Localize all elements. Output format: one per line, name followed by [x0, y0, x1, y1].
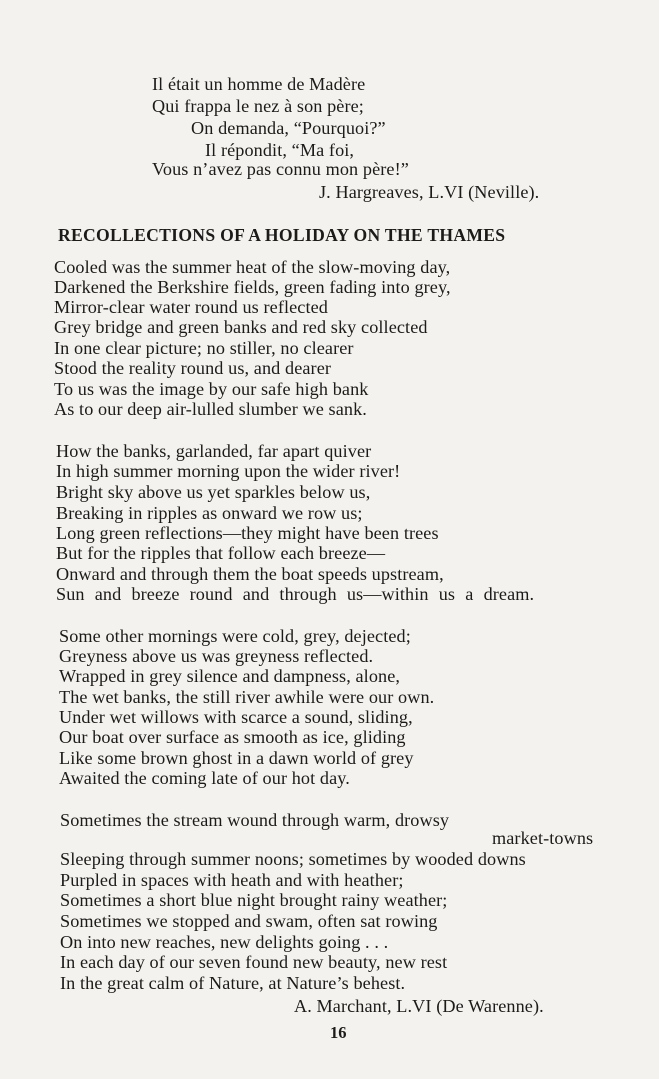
poem-line: Grey bridge and green banks and red sky collected [54, 317, 428, 337]
limerick-line: Il répondit, “Ma foi, [205, 140, 355, 160]
limerick-line: Qui frappa le nez à son père; [152, 96, 364, 116]
limerick-line: Il était un homme de Madère [152, 74, 366, 94]
poem-line: Onward and through them the boat speeds upstream, [56, 564, 444, 584]
poem-line: Breaking in ripples as onward we row us; [56, 503, 363, 523]
poem-attribution: A. Marchant, L.VI (De Warenne). [294, 996, 544, 1016]
poem-line: Awaited the coming late of our hot day. [59, 768, 350, 788]
poem-line: Sometimes the stream wound through warm, drowsy [60, 810, 450, 830]
poem-line: Some other mornings were cold, grey, dejected; [59, 626, 411, 646]
poem-line: In one clear picture; no stiller, no clearer [54, 338, 354, 358]
poem-line: On into new reaches, new delights going . . . [60, 932, 389, 952]
page-number: 16 [330, 1023, 347, 1042]
poem-line: Long green reflections—they might have been trees [56, 523, 439, 543]
poem-line: Cooled was the summer heat of the slow-moving day, [54, 257, 451, 277]
poem-line: In the great calm of Nature, at Nature’s behest. [60, 973, 406, 993]
poem-title: RECOLLECTIONS OF A HOLIDAY ON THE THAMES [58, 225, 506, 245]
poem-line: As to our deep air-lulled slumber we sank. [54, 399, 367, 419]
poem-line: But for the ripples that follow each breeze— [56, 543, 386, 563]
poem-line: Like some brown ghost in a dawn world of grey [59, 748, 414, 768]
poem-line: How the banks, garlanded, far apart quiver [56, 441, 372, 461]
poem-line-continuation: market-towns [492, 828, 594, 848]
poem-line: In each day of our seven found new beauty, new rest [60, 952, 448, 972]
poem-line: Purpled in spaces with heath and with heather; [60, 870, 404, 890]
poem-line: Sometimes a short blue night brought rainy weather; [60, 890, 448, 910]
poem-line: Our boat over surface as smooth as ice, gliding [59, 727, 406, 747]
poem-line: Sleeping through summer noons; sometimes by wooded downs [60, 849, 526, 869]
poem-line: To us was the image by our safe high bank [54, 379, 369, 399]
poem-line: Sometimes we stopped and swam, often sat rowing [60, 911, 438, 931]
limerick-line: On demanda, “Pourquoi?” [191, 118, 386, 138]
poem-line: Greyness above us was greyness reflected. [59, 646, 374, 666]
poem-line: Sun and breeze round and through us—within us a dream. [56, 584, 535, 604]
poem-line: Darkened the Berkshire fields, green fading into grey, [54, 277, 451, 297]
poem-line: Wrapped in grey silence and dampness, alone, [59, 666, 401, 686]
limerick-line: Vous n’avez pas connu mon père!” [152, 159, 409, 179]
poem-line: Under wet willows with scarce a sound, sliding, [59, 707, 413, 727]
poem-line: Bright sky above us yet sparkles below us, [56, 482, 371, 502]
poem-line: Stood the reality round us, and dearer [54, 358, 332, 378]
poem-line: In high summer morning upon the wider river! [56, 461, 401, 481]
poem-line: The wet banks, the still river awhile were our own. [59, 687, 435, 707]
poem-line: Mirror-clear water round us reflected [54, 297, 328, 317]
limerick-attribution: J. Hargreaves, L.VI (Neville). [319, 182, 540, 202]
